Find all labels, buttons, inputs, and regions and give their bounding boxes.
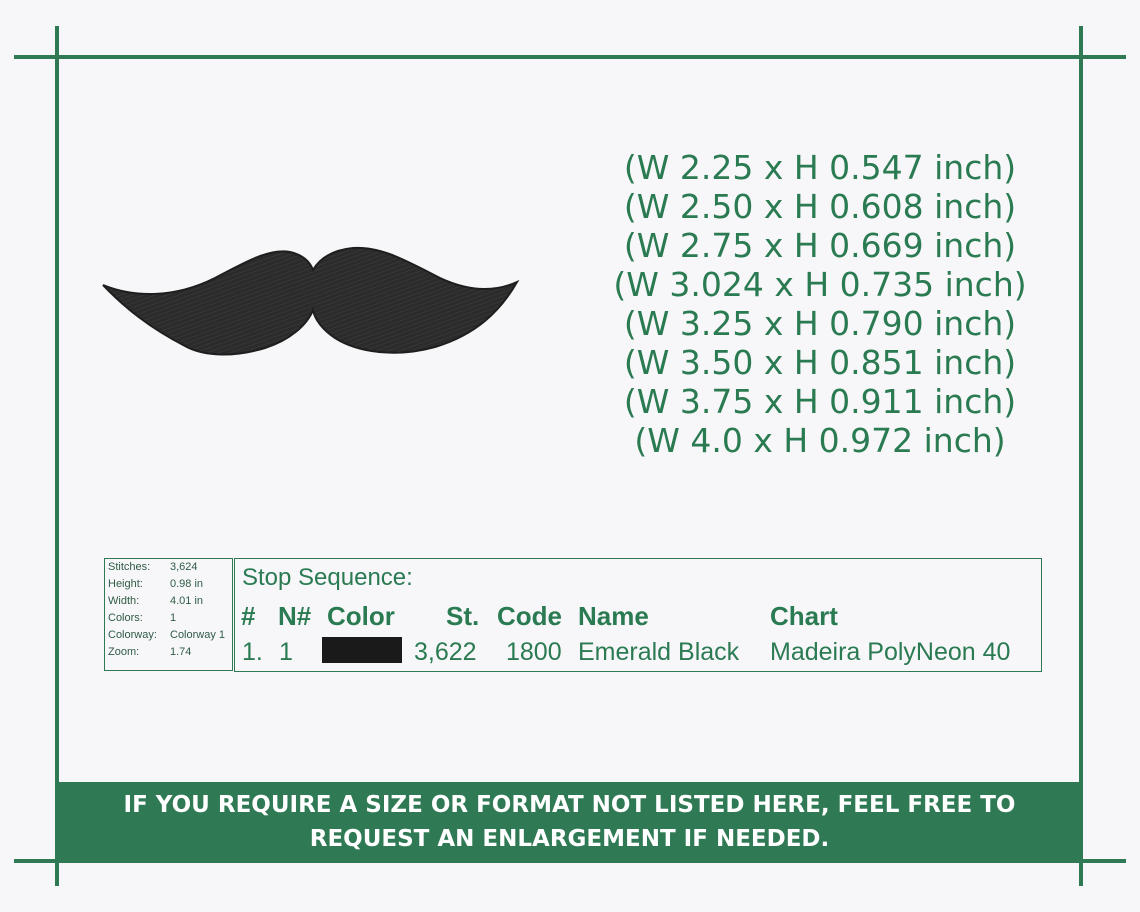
stat-value: 1.74	[170, 646, 192, 658]
stat-row-height	[108, 578, 232, 595]
stat-label: Height:	[108, 578, 143, 590]
row-n-num: 1	[279, 638, 293, 666]
header-n-num: N#	[278, 601, 312, 631]
banner-line-1: IF YOU REQUIRE A SIZE OR FORMAT NOT LISTED HERE, FEEL FREE TO	[123, 792, 1016, 818]
frame-line-left	[55, 26, 59, 886]
size-option: (W 3.024 x H 0.735 inch)	[613, 265, 1027, 304]
row-name: Emerald Black	[578, 638, 740, 666]
design-stats-panel	[104, 558, 233, 671]
stop-sequence-panel	[234, 558, 1042, 672]
enlargement-banner	[59, 782, 1080, 861]
stat-label: Stitches:	[108, 561, 151, 573]
frame-line-top	[14, 55, 1126, 59]
mustache-embroidery-image	[95, 240, 525, 365]
header-color: Color	[327, 601, 395, 631]
stat-value: 0.98 in	[170, 578, 204, 590]
stat-value: 1	[170, 612, 177, 624]
stat-row-colorway	[108, 629, 232, 646]
stat-label: Colorway:	[108, 629, 157, 641]
stat-label: Zoom:	[108, 646, 140, 658]
stat-value: 4.01 in	[170, 595, 204, 607]
size-option: (W 3.25 x H 0.790 inch)	[623, 304, 1017, 343]
stat-row-stitches	[108, 561, 232, 578]
size-option: (W 4.0 x H 0.972 inch)	[634, 421, 1006, 460]
stat-value: Colorway 1	[170, 629, 226, 641]
size-option: (W 2.50 x H 0.608 inch)	[623, 187, 1017, 226]
row-stitches: 3,622	[414, 638, 477, 666]
stat-label: Width:	[108, 595, 140, 607]
row-chart: Madeira PolyNeon 40	[770, 638, 1011, 666]
header-name: Name	[578, 601, 649, 631]
row-code: 1800	[506, 638, 562, 666]
stat-row-width	[108, 595, 232, 612]
stat-row-colors	[108, 612, 232, 629]
header-chart: Chart	[770, 601, 838, 631]
color-swatch	[322, 637, 402, 663]
header-num: #	[241, 601, 256, 631]
banner-line-2: REQUEST AN ENLARGEMENT IF NEEDED.	[309, 826, 830, 852]
size-option: (W 2.25 x H 0.547 inch)	[623, 148, 1017, 187]
header-code: Code	[497, 601, 562, 631]
stop-sequence-title: Stop Sequence:	[242, 564, 413, 591]
size-option: (W 2.75 x H 0.669 inch)	[623, 226, 1017, 265]
size-option: (W 3.75 x H 0.911 inch)	[623, 382, 1017, 421]
header-st: St.	[446, 601, 480, 631]
row-num: 1.	[242, 638, 263, 666]
stat-value: 3,624	[170, 561, 198, 573]
size-option: (W 3.50 x H 0.851 inch)	[623, 343, 1017, 382]
stat-label: Colors:	[108, 612, 143, 624]
size-list	[560, 148, 1080, 460]
stat-row-zoom	[108, 646, 232, 663]
